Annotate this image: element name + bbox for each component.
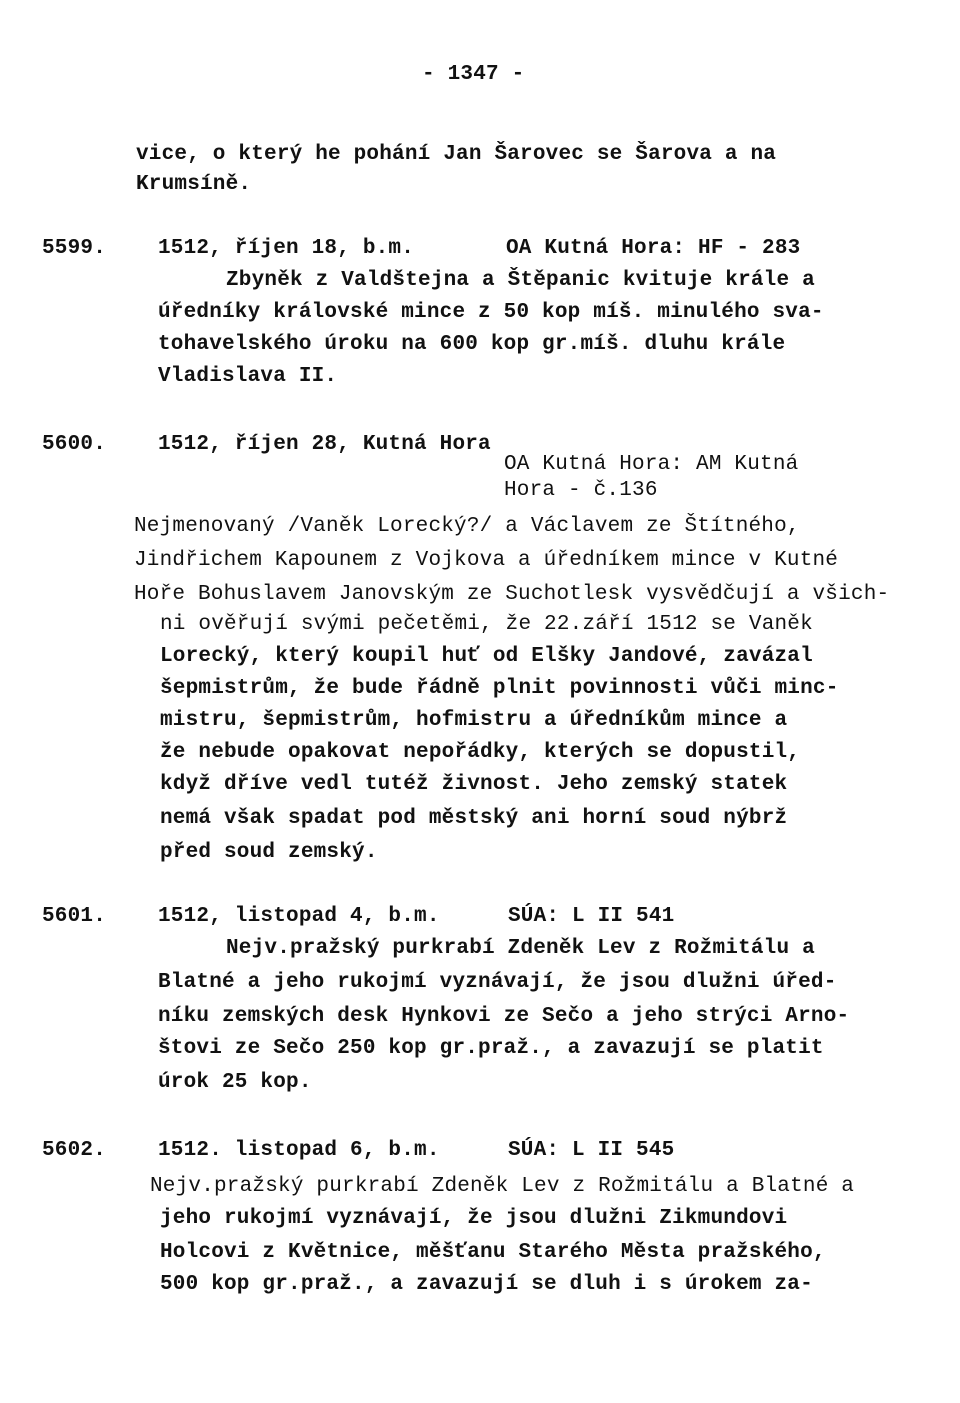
continuation-line: Krumsíně. — [136, 173, 252, 196]
entry-heading: 1512. listopad 6, b.m. — [158, 1139, 440, 1162]
entry-text-line: 500 kop gr.praž., a zavazují se dluh i s úrokem za- — [160, 1273, 813, 1296]
entry-text-line: Nejv.pražský purkrabí Zdeněk Lev z Rožmitálu a — [226, 937, 815, 960]
entry-text-line: Lorecký, který koupil huť od Elšky Jandové, zavázal — [160, 645, 813, 668]
entry-number: 5601. — [42, 905, 107, 928]
entry-text-line: Jindřichem Kapounem z Vojkova a úředníkem mince v Kutné — [134, 549, 839, 572]
entry-text-line: tohavelského úroku na 600 kop gr.míš. dluhu krále — [158, 333, 786, 356]
entry-heading: 1512, listopad 4, b.m. — [158, 905, 440, 928]
entry-text-line: před soud zemský. — [160, 841, 378, 864]
entry-text-line: štovi ze Sečo 250 kop gr.praž., a zavazují se platit — [158, 1037, 824, 1060]
entry-number: 5599. — [42, 237, 107, 260]
entry-text-line: jeho rukojmí vyznávají, že jsou dlužni Zikmundovi — [160, 1207, 788, 1230]
entry-text-line: šepmistrům, že bude řádně plnit povinnosti vůči minc- — [160, 677, 839, 700]
entry-heading: 1512, říjen 28, Kutná Hora — [158, 433, 491, 456]
entry-text-line: když dříve vedl tutéž živnost. Jeho zemský statek — [160, 773, 788, 796]
entry-number: 5600. — [42, 433, 107, 456]
page-number: - 1347 - — [422, 63, 525, 86]
entry-text-line: Blatné a jeho rukojmí vyznávají, že jsou dlužni úřed- — [158, 971, 837, 994]
entry-heading: 1512, říjen 18, b.m. — [158, 237, 415, 260]
entry-source: Hora - č.136 — [504, 479, 658, 502]
entry-text-line: nemá však spadat pod městský ani horní soud nýbrž — [160, 807, 788, 830]
entry-text-line: Hoře Bohuslavem Janovským ze Suchotlesk vysvědčují a všich- — [134, 583, 890, 606]
entry-text-line: Zbyněk z Valdštejna a Štěpanic kvituje krále a — [226, 269, 815, 292]
entry-source: SÚA: L II 541 — [508, 905, 675, 928]
continuation-line: vice, o který he pohání Jan Šarovec se Šarova a na — [136, 143, 777, 166]
entry-text-line: Nejv.pražský purkrabí Zdeněk Lev z Rožmitálu a Blatné a — [150, 1175, 855, 1198]
entry-text-line: níku zemských desk Hynkovi ze Sečo a jeho strýci Arno- — [158, 1005, 850, 1028]
entry-text-line: Vladislava II. — [158, 365, 338, 388]
entry-text-line: úrok 25 kop. — [158, 1071, 312, 1094]
entry-text-line: Holcovi z Květnice, měšťanu Starého Města pražského, — [160, 1241, 826, 1264]
entry-source: SÚA: L II 545 — [508, 1139, 675, 1162]
entry-source: OA Kutná Hora: AM Kutná — [504, 453, 799, 476]
entry-text-line: úředníky královské mince z 50 kop míš. minulého sva- — [158, 301, 824, 324]
entry-number: 5602. — [42, 1139, 107, 1162]
entry-text-line: ni ověřují svými pečetěmi, že 22.září 1512 se Vaněk — [160, 613, 813, 636]
entry-text-line: mistru, šepmistrům, hofmistru a úředníkům mince a — [160, 709, 788, 732]
entry-source: OA Kutná Hora: HF - 283 — [506, 237, 801, 260]
entry-text-line: že nebude opakovat nepořádky, kterých se dopustil, — [160, 741, 801, 764]
entry-text-line: Nejmenovaný /Vaněk Lorecký?/ a Václavem ze Štítného, — [134, 515, 800, 538]
